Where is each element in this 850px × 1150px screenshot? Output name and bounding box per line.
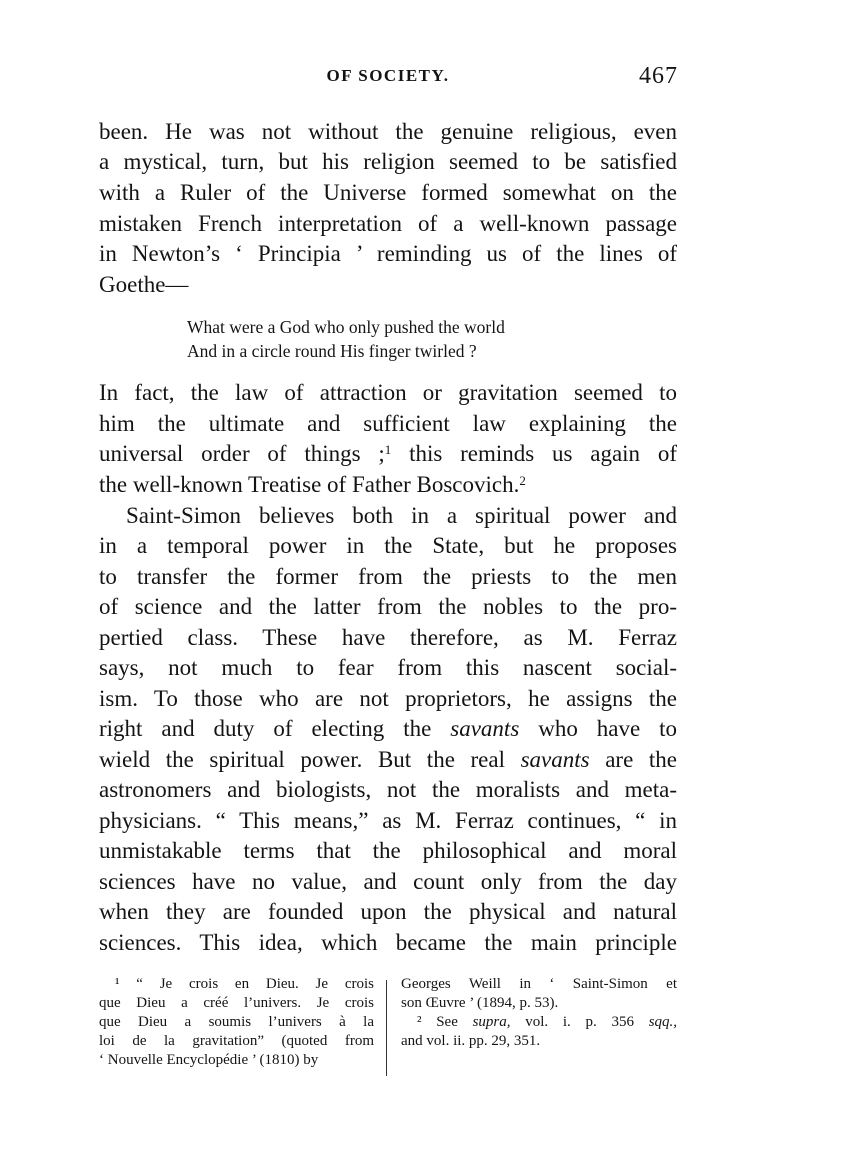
italic-term: supra, xyxy=(472,1014,511,1030)
text-span: the well-known Treatise of Father Boscovich. xyxy=(99,472,520,497)
text-line xyxy=(99,745,677,775)
footnote-line: Georges Weill in ‘ Saint-Simon et xyxy=(401,976,677,992)
text-line: with a Ruler of the Universe formed somewhat on the xyxy=(99,180,677,205)
footnote-line: ‘ Nouvelle Encyclopédie ’ (1810) by xyxy=(99,1052,319,1068)
text-span: ² See xyxy=(417,1014,458,1030)
footnote-column-right xyxy=(401,975,677,1051)
footnote-line: and vol. ii. pp. 29, 351. xyxy=(401,1033,541,1049)
text-line xyxy=(99,714,677,744)
text-line xyxy=(99,439,677,469)
text-line xyxy=(99,470,677,500)
text-line: physicians. “ This means,” as M. Ferraz continues, “ in xyxy=(99,808,677,833)
footnote-line: loi de la gravitation” (quoted from xyxy=(99,1033,374,1049)
text-line: in a temporal power in the State, but he proposes xyxy=(99,533,677,558)
text-span: universal order of things ; xyxy=(99,441,385,466)
running-title: OF SOCIETY. xyxy=(326,66,450,85)
text-line: in Newton’s ‘ Principia ’ reminding us of the lines of xyxy=(99,241,677,266)
text-line: Goethe— xyxy=(99,272,189,297)
text-span: this reminds us again of xyxy=(409,441,677,466)
footnote-line: ¹ “ Je crois en Dieu. Je crois xyxy=(115,976,374,992)
text-line: him the ultimate and sufficient law explaining the xyxy=(99,411,677,436)
italic-term: savants xyxy=(520,747,590,772)
text-line: ism. To those who are not proprietors, he assigns the xyxy=(99,686,677,711)
text-line: sciences have no value, and count only from the day xyxy=(99,869,677,894)
text-span: wield the spiritual power. But the real xyxy=(99,747,505,772)
text-line: pertied class. These have therefore, as M. Ferraz xyxy=(99,625,677,650)
verse-line: What were a God who only pushed the world xyxy=(187,317,505,337)
footnote-line: que Dieu a créé l’univers. Je crois xyxy=(99,995,374,1011)
italic-term: sqq., xyxy=(648,1014,678,1030)
footnote-line xyxy=(401,1013,677,1032)
text-line: Saint-Simon believes both in a spiritual power and xyxy=(126,503,677,528)
text-span: who have to xyxy=(538,716,678,741)
footnote-column-left xyxy=(99,975,374,1070)
text-line: of science and the latter from the nobles to the pro- xyxy=(99,594,677,619)
text-line: been. He was not without the genuine religious, even xyxy=(99,119,677,144)
text-line: astronomers and biologists, not the moralists and meta- xyxy=(99,777,677,802)
text-line: a mystical, turn, but his religion seemed to be satisfied xyxy=(99,149,677,174)
text-line: In fact, the law of attraction or gravitation seemed to xyxy=(99,380,677,405)
text-line: mistaken French interpretation of a well-known passage xyxy=(99,211,677,236)
footnote-divider xyxy=(386,980,387,1076)
text-line: when they are founded upon the physical and natural xyxy=(99,899,677,924)
text-span: right and duty of electing the xyxy=(99,716,432,741)
italic-term: savants xyxy=(450,716,520,741)
text-line: says, not much to fear from this nascent social- xyxy=(99,655,677,680)
footnote-ref-2: 2 xyxy=(519,473,526,488)
text-line: unmistakable terms that the philosophical and moral xyxy=(99,838,677,863)
text-span: are the xyxy=(605,747,677,772)
footnote-ref-1: 1 xyxy=(384,442,392,457)
verse-line: And in a circle round His finger twirled ? xyxy=(187,341,477,361)
footnote-line: que Dieu a soumis l’univers à la xyxy=(99,1014,374,1030)
page-header xyxy=(98,63,678,100)
text-line: to transfer the former from the priests to the men xyxy=(99,564,677,589)
text-line: sciences. This idea, which became the main principle xyxy=(99,930,677,955)
text-span: vol. i. p. 356 xyxy=(525,1014,634,1030)
page-number: 467 xyxy=(639,63,678,89)
footnote-line: son Œuvre ’ (1894, p. 53). xyxy=(401,995,559,1011)
